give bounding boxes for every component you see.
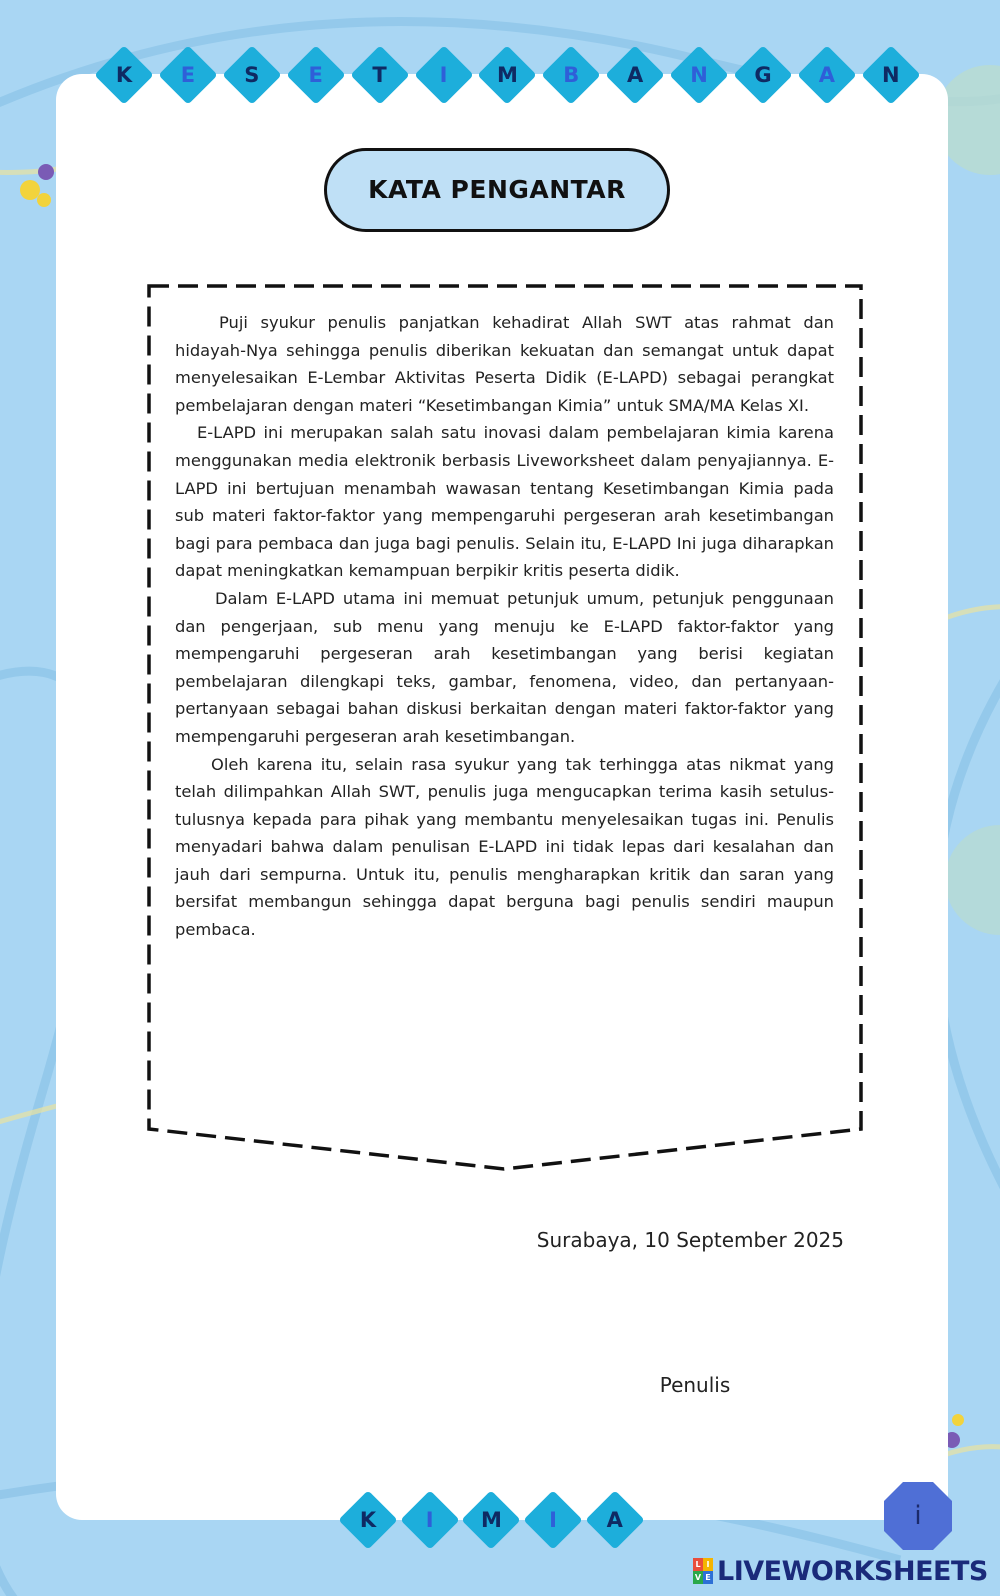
top-banner-diamond-10	[664, 40, 734, 110]
bottom-banner-diamond-5	[580, 1485, 650, 1555]
page-title: KATA PENGANTAR	[324, 148, 670, 232]
top-banner-letter: K	[115, 63, 133, 87]
bottom-banner-letter: I	[549, 1508, 557, 1532]
bottom-banner-diamond-4	[518, 1485, 588, 1555]
top-banner-letter: N	[690, 63, 708, 87]
top-banner-letter: A	[818, 63, 836, 87]
top-banner-diamond-4	[281, 40, 351, 110]
bottom-banner-diamond-2	[395, 1485, 465, 1555]
top-banner-letter: T	[372, 63, 387, 87]
top-banner-diamond-13	[856, 40, 926, 110]
brand-name: LIVEWORKSHEETS	[717, 1555, 988, 1587]
liveworksheets-brand[interactable]	[693, 1554, 988, 1588]
top-banner-diamond-2	[153, 40, 223, 110]
bottom-banner-diamond-1	[333, 1485, 403, 1555]
top-banner-letter: S	[244, 63, 260, 87]
top-banner-letter: B	[563, 63, 580, 87]
paragraph-2: E-LAPD ini merupakan salah satu inovasi dalam pembelajaran kimia karena menggunakan media elektronik berbasis Liveworksheet dalam penyajiannya. E-LAPD ini bertujuan menambah wawasan tentang Kesetimbangan Kimia pada sub materi faktor-faktor yang mempengaruhi pergeseran arah kesetimbangan bagi para pembaca dan juga bagi penulis. Selain itu, E-LAPD Ini juga diharapkan dapat meningkatkan kemampuan berpikir kritis peserta didik.	[175, 423, 834, 581]
bottom-banner	[333, 1485, 653, 1555]
top-banner-diamond-3	[217, 40, 287, 110]
paragraph-4: Oleh karena itu, selain rasa syukur yang tak terhingga atas nikmat yang telah dilimpahkan Allah SWT, penulis juga mengucapkan terima kasih setulus-tulusnya kepada para pihak yang membantu menyelesaikan tugas ini. Penulis menyadari bahwa dalam penulisan E-LAPD ini tidak lepas dari kesalahan dan jauh dari sempurna. Untuk itu, penulis mengharapkan kritik dan saran yang bersifat membangun sehingga dapat berguna bagi penulis sendiri maupun pembaca.	[175, 754, 834, 940]
page-number-badge	[882, 1480, 954, 1552]
top-banner-diamond-9	[600, 40, 670, 110]
author-signature: Penulis	[659, 1373, 731, 1397]
liveworksheets-logo-icon: L I V E	[693, 1558, 713, 1584]
page-number: i	[914, 1501, 922, 1531]
top-banner-diamond-8	[536, 40, 606, 110]
top-banner-diamond-6	[409, 40, 479, 110]
bottom-banner-letter: K	[359, 1508, 377, 1532]
top-banner-letter: E	[308, 63, 323, 87]
paragraph-1: Puji syukur penulis panjatkan kehadirat Allah SWT atas rahmat dan hidayah-Nya sehingga penulis diberikan kekuatan dan semangat untuk dapat menyelesaikan E-Lembar Aktivitas Peserta Didik (E-LAPD) sebagai perangkat pembelajaran dengan materi “Kesetimbangan Kimia” untuk SMA/MA Kelas XI.	[175, 313, 834, 415]
place-date: Surabaya, 10 September 2025	[536, 1228, 844, 1252]
bottom-banner-diamond-3	[456, 1485, 526, 1555]
foreword-text	[175, 309, 834, 944]
bottom-banner-letter: A	[606, 1508, 623, 1532]
top-banner-diamond-12	[792, 40, 862, 110]
top-banner-letter: I	[439, 63, 448, 87]
top-banner-diamond-7	[472, 40, 542, 110]
paragraph-3: Dalam E-LAPD utama ini memuat petunjuk umum, petunjuk penggunaan dan pengerjaan, sub menu yang menuju ke E-LAPD faktor-faktor yang mempengaruhi pergeseran arah kesetimbangan yang berisi kegiatan pembelajaran dilengkapi teks, gambar, fenomena, video, dan pertanyaan-pertanyaan sebagai bahan diskusi berkaitan dengan materi faktor-faktor yang mempengaruhi pergeseran arah kesetimbangan.	[175, 588, 834, 746]
top-banner-diamond-11	[728, 40, 798, 110]
top-banner-diamond-5	[345, 40, 415, 110]
top-banner-letter: A	[627, 63, 644, 87]
top-banner-diamond-1	[89, 40, 159, 110]
top-banner	[89, 40, 929, 110]
bottom-banner-letter: M	[480, 1508, 502, 1532]
top-banner-letter: E	[180, 63, 196, 87]
top-banner-letter: G	[754, 63, 772, 87]
bottom-banner-letter: I	[425, 1508, 434, 1532]
top-banner-letter: M	[496, 63, 518, 87]
top-banner-letter: N	[882, 63, 900, 87]
